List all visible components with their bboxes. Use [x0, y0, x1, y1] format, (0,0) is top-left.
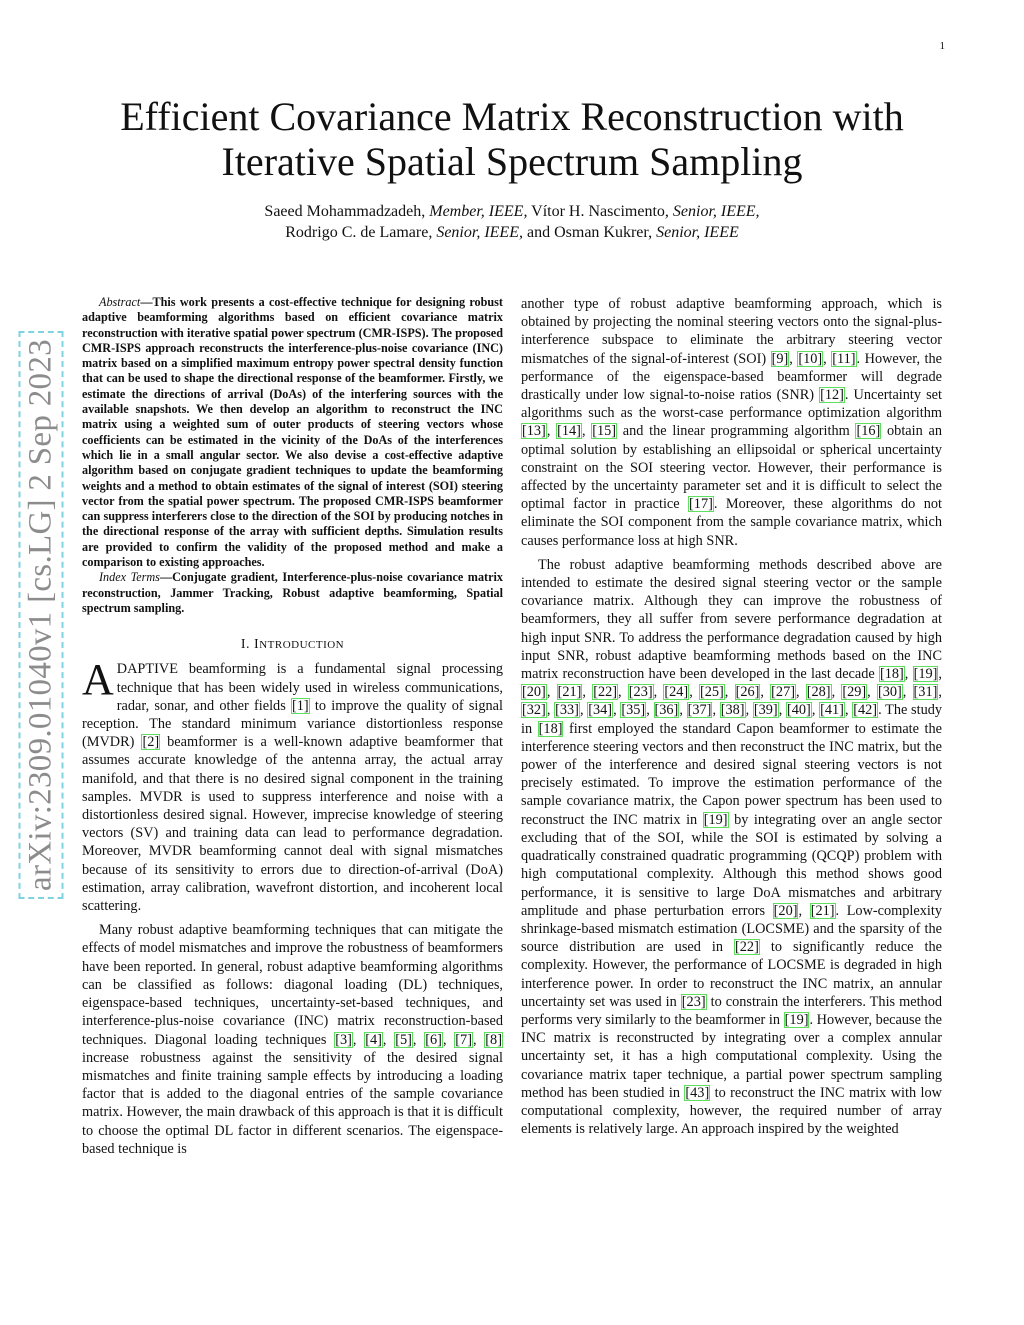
abstract-text: —This work presents a cost-effective technique for designing robust adaptive beamforming algorithms based on efficient covariance matrix reconstruction with iterative spatial power spectrum (CMR-ISPS). The proposed CMR-ISPS approach reconstructs the interference-plus-noise covariance (INC) matrix based on a simplified maximum entropy power spectral density function that can be used to shape the directional response of the beamformer. Firstly, we estimate the directions of arrival (DoAs) of the interfering sources with the available snapshots. We then develop an algorithm to reconstruct the INC matrix using a weighted sum of outer products of steering vectors whose coefficients can be estimated in the vicinity of the DoAs of the interferences which lie in a small angular sector. We also devise a cost-effective adaptive algorithm based on conjugate gradient techniques to update the beamforming weights and a method to obtain estimates of the signal of interest (SOI) steering vector from the spatial power spectrum. The proposed CMR-ISPS beamformer can suppress interferers close to the direction of the SOI by producing notches in the directional response of the array with sufficient depths. Simulation results are provided to confirm the validity of the proposed method and make a comparison to existing approaches.: [82, 295, 503, 570]
text: by integrating over an angle sector excluding that of the SOI, while the SOI is estimated by solving a quadratically constrained quadratic programming (QCQP) problem with high computational complexity. Although this method shows good performance, it is sensitive to large DoA mismatches and arbitrary amplitude and phase perturbation errors: [521, 811, 943, 919]
abstract: [82, 295, 503, 570]
citation-link[interactable]: [12]: [820, 387, 844, 404]
paragraph: [82, 655, 503, 915]
citation-link[interactable]: [11]: [832, 350, 856, 367]
paragraph: another type of robust adaptive beamforming approach, which is obtained by projecting the nominal steering vectors onto the signal-plus-interference subspace to eliminate the arbitrary steering vector mismatches of the signal-of-interest (SOI) [9], [10], [11]. However, the performance of the eigenspace-based beamformer will degrade drastically under low signal-to-noise ratios (SNR) [12]. Uncertainty set algorithms such as the worst-case performance optimization algorithm [13], [14], [15] and the linear programming algorithm [16] obtain an optimal solution by establishing an ellipsoidal or spherical uncertainty constraint on the SOI steering vector. However, their performance is affected by the uncertainty parameter set and it is difficult to select the optimal factor in practice [17]. Moreover, these algorithms do not eliminate the SOI component from the sample covariance matrix, which causes performance loss at high SNR.: [521, 296, 942, 549]
text: . Moreover, these algorithms do not eliminate the SOI component from the sample covariance matrix, which causes performance loss at high SNR.: [521, 496, 942, 549]
author-name: Rodrigo C. de Lamare,: [285, 224, 433, 241]
text: to improve the quality of signal reception. The standard minimum variance distortionless response (MVDR): [82, 697, 503, 751]
citation-link[interactable]: [25]: [699, 684, 724, 701]
citation-link[interactable]: [42]: [853, 702, 878, 719]
citation-link[interactable]: [37]: [687, 702, 712, 719]
author-role: Senior, IEEE,: [672, 203, 760, 220]
citation-link[interactable]: [26]: [735, 684, 760, 701]
citation-link[interactable]: [35]: [621, 702, 646, 719]
citation-link[interactable]: [41]: [820, 702, 844, 719]
author-list: [90, 201, 934, 243]
text: . Uncertainty set algorithms such as the worst-case performance optimization algorithm: [521, 387, 942, 422]
left-column: [82, 295, 503, 1158]
paragraph: Many robust adaptive beamforming techniques that can mitigate the effects of model mismatches and improve the robustness of beamformers have been reported. In general, robust adaptive beamforming algorithms can be classified as follows: diagonal loading (DL) techniques, eigenspace-based techniques, uncertainty-set-based techniques, and interference-plus-noise covariance (INC) matrix reconstruction-based techniques. Diagonal loading techniques [3], [4], [5], [6], [7], [8] increase robustness against the sensitivity of the desired signal mismatches and finite training sample effects by introducing a loading factor that is added to the diagonal entries of the sample covariance matrix. However, the main drawback of this approach is that it is difficult to choose the optimal DL factor in different scenarios. The eigenspace-based technique is: [82, 922, 503, 1157]
author-name: Saeed Mohammadzadeh,: [264, 203, 426, 220]
citation-link[interactable]: [23]: [681, 993, 706, 1010]
citation-link[interactable]: [18]: [879, 666, 904, 683]
text: and the linear programming algorithm: [617, 423, 856, 440]
citation-link[interactable]: [9]: [771, 350, 789, 367]
citation-link[interactable]: [24]: [664, 684, 689, 701]
citation-link[interactable]: [36]: [654, 702, 679, 719]
citation-link[interactable]: [2]: [142, 734, 160, 751]
text: increase robustness against the sensitivity of the desired signal mismatches and finite training sample effects by introducing a loading factor that is added to the diagonal entries of the sample covariance matrix. However, the main drawback of this approach is that it is difficult to choose the optimal DL factor in different scenarios. The eigenspace-based technique is: [82, 1049, 503, 1157]
citation-link[interactable]: [21]: [810, 902, 835, 919]
citation-link[interactable]: [14]: [557, 423, 581, 440]
citation-link[interactable]: [30]: [877, 684, 902, 701]
text: another type of robust adaptive beamforming approach, which is obtained by projecting the nominal steering vectors onto the signal-plus-interference subspace to eliminate the arbitrary steering vector mismatches of the signal-of-interest (SOI): [521, 296, 942, 367]
section-title-rest: NTRODUCTION: [259, 639, 345, 652]
citation-group: [18], [19], [20], [21], [22], [23], [24], [25], [26], [27], [28], [29], [30], [31], [32], [33], [34], [35], [36], [37], [38], [39], [40], [41], [42]: [522, 666, 942, 719]
text: DAPTIVE beamforming is a fundamental signal processing technique that has been widely used in wireless communications, radar, sonar, and other fields: [116, 661, 503, 714]
citation-link[interactable]: [15]: [592, 423, 617, 440]
arxiv-sidebar: [18, 320, 64, 910]
section-heading-introduction: [82, 636, 503, 654]
section-numeral: I.: [240, 637, 255, 653]
text: Many robust adaptive beamforming techniques that can mitigate the effects of model mismatches and improve the robustness of beamformers have been reported. In general, robust adaptive beamforming algorithms can be classified as follows: diagonal loading (DL) techniques, eigenspace-based techniques, uncertainty-set-based techniques, and interference-plus-noise covariance (INC) matrix reconstruction-based techniques. Diagonal loading techniques: [82, 922, 503, 1048]
text: The robust adaptive beamforming methods described above are intended to estimate the desired signal steering vector or the sample covariance matrix. Although they can improve the robustness of beamformers, they all suffer from severe performance degradation at high input SNR. To address the performance degradation caused by high input SNR, robust adaptive beamforming methods based on the INC matrix reconstruction have been developed in the last decade: [521, 556, 942, 683]
index-terms-text: —Conjugate gradient, Interference-plus-noise covariance matrix reconstruction, Jammer Tracking, Robust adaptive beamforming, Spatial spectrum sampling.: [82, 570, 504, 615]
citation-link[interactable]: [33]: [555, 702, 579, 719]
citation-link[interactable]: [8]: [485, 1031, 502, 1048]
citation-link[interactable]: [31]: [913, 684, 938, 701]
citation-link[interactable]: [19]: [913, 666, 938, 683]
paragraph: The robust adaptive beamforming methods described above are intended to estimate the desired signal steering vector or the sample covariance matrix. Although they can improve the robustness of beamformers, they all suffer from severe performance degradation at high input SNR. To address the performance degradation caused by high input SNR, robust adaptive beamforming methods based on the INC matrix reconstruction have been developed in the last decade [18], [19], [20], [21], [22], [23], [24], [25], [26], [27], [28], [29], [30], [31], [32], [33], [34], [35], [36], [37], [38], [39], [40], [41], [42]. The study in [18] first employed the standard Capon beamformer to estimate the interference steering vectors and then reconstruct the INC matrix, but the power of the interference and desired signal steering vectors is not precisely estimated. To improve the estimation performance of the sample covariance matrix, the Capon power spectrum has been used to reconstruct the INC matrix in [19] by integrating over an angle sector excluding that of the SOI, while the SOI is estimated by solving a quadratically constrained quadratic programming (QCQP) problem with high computational complexity. Although this method shows good performance, it is sensitive to large DoA mismatches and arbitrary amplitude and phase perturbation errors [20], [21]. Low-complexity shrinkage-based mismatch estimation (LOCSME) and the sparsity of the source distribution are used in [22] to significantly reduce the complexity. However, the performance of LOCSME is degraded in high interference power. In order to reconstruct the INC matrix, an annular uncertainty set was used in [23] to constrain the interferers. This method performs very similarly to the beamformer in [19]. However, because the INC matrix is reconstructed by integrating over a complex annular uncertainty set, it has a high computational complexity. Using the covariance matrix taper technique, a partial power spectrum sampling method has been studied in [43] to reconstruct the INC matrix with low computational complexity, however, the required number of array elements is relatively large. An approach inspired by the weighted: [521, 556, 943, 1138]
index-terms-label: Index Terms: [99, 570, 160, 585]
citation-link[interactable]: [19]: [784, 1011, 809, 1028]
text: first employed the standard Capon beamformer to estimate the interference steering vectors and then reconstruct the INC matrix, but the power of the interference and desired signal steering vectors is not precisely estimated. To improve the estimation performance of the sample covariance matrix, the Capon power spectrum has been used to reconstruct the INC matrix in: [521, 720, 942, 828]
citation-link[interactable]: [27]: [771, 684, 795, 701]
citation-link[interactable]: [16]: [856, 423, 881, 440]
citation-link[interactable]: [22]: [593, 684, 618, 701]
text: to reconstruct the INC matrix with low computational complexity, however, the required number of array elements is relatively large. An approach inspired by the weighted: [521, 1084, 942, 1138]
text: . Low-complexity shrinkage-based mismatch estimation (LOCSME) and the sparsity of the source distribution are used in: [521, 902, 942, 956]
paper-title: Efficient Covariance Matrix Reconstruction with Iterative Spatial Spectrum Sampling: [120, 94, 904, 184]
author-name: and Osman Kukrer,: [526, 224, 653, 241]
citation-link[interactable]: [4]: [365, 1031, 382, 1048]
citation-link[interactable]: [3]: [335, 1031, 352, 1048]
citation-link[interactable]: [7]: [455, 1031, 472, 1048]
author-role: Member, IEEE,: [429, 203, 528, 220]
text: . However, the performance of the eigenspace-based beamformer will degrade drastically under low signal-to-noise ratios (SNR): [521, 350, 942, 404]
right-column: [521, 295, 942, 1138]
arxiv-identifier[interactable]: arXiv:2309.01040v1 [cs.LG] 2 Sep 2023: [19, 331, 64, 899]
citation-link[interactable]: [19]: [703, 811, 728, 828]
abstract-label: Abstract: [99, 295, 141, 309]
section-first-letter: I: [254, 637, 260, 653]
index-terms: [82, 570, 503, 616]
author-name: Vítor H. Nascimento,: [531, 203, 669, 220]
citation-link[interactable]: [18]: [538, 720, 563, 737]
citation-link[interactable]: [20]: [773, 902, 798, 919]
citation-link[interactable]: [1]: [292, 697, 309, 714]
citation-link[interactable]: [32]: [522, 702, 546, 719]
citation-link[interactable]: [29]: [842, 684, 867, 701]
citation-link[interactable]: [10]: [798, 350, 823, 367]
text: to constrain the interferers. This method performs very similarly to the beamformer in: [521, 993, 942, 1028]
text: beamformer is a well-known adaptive beamformer that assumes accurate knowledge of the antenna array, the actual array manifold, and that there is no desired signal component in the training samples. MVDR is used to suppress interference and noise with a distortionless desired signal. However, imprecise knowledge of steering vectors (SV) and training data can lead to performance degradation. Moreover, MVDR beamforming cannot deal with signal mismatches because of its sensitivity to errors due to direction-of-arrival (DoA) estimation, array calibration, wavefront distortion, and incoherent local scattering.: [82, 734, 503, 915]
citation-link[interactable]: [39]: [753, 702, 778, 719]
citation-link[interactable]: [17]: [689, 496, 713, 513]
citation-link[interactable]: [22]: [735, 939, 759, 956]
citation-link[interactable]: [6]: [425, 1031, 442, 1048]
citation-link[interactable]: [43]: [685, 1084, 710, 1101]
text: . However, because the INC matrix is reconstructed by integrating over a complex annular uncertainty set, it has a high computational complexity. Using the covariance matrix taper technique, a partial power spectrum sampling method has been studied in: [521, 1011, 942, 1101]
citation-link[interactable]: [34]: [588, 702, 613, 719]
citation-link[interactable]: [13]: [522, 423, 546, 440]
citation-link[interactable]: [23]: [628, 684, 653, 701]
page-number: 1: [939, 40, 945, 52]
citation-link[interactable]: [20]: [522, 684, 546, 701]
drop-cap: A: [82, 655, 114, 705]
citation-link[interactable]: [38]: [720, 702, 745, 719]
text: to significantly reduce the complexity. However, the performance of LOCSME is degraded in high interference power. In order to reconstruct the INC matrix, an annular uncertainty set was used in: [521, 939, 942, 1010]
citation-link[interactable]: [21]: [557, 684, 582, 701]
text: obtain an optimal solution by establishing an ellipsoidal or spherical uncertainty constraint on the SOI steering vector. However, their performance is affected by the uncertainty parameter set and it is difficult to select the optimal factor in practice: [521, 423, 942, 513]
author-role: Senior, IEEE,: [436, 224, 523, 241]
author-role: Senior, IEEE: [656, 224, 739, 241]
citation-link[interactable]: [28]: [806, 684, 831, 701]
citation-link[interactable]: [5]: [395, 1031, 412, 1048]
text: . The study in: [521, 702, 943, 737]
citation-link[interactable]: [40]: [787, 702, 811, 719]
